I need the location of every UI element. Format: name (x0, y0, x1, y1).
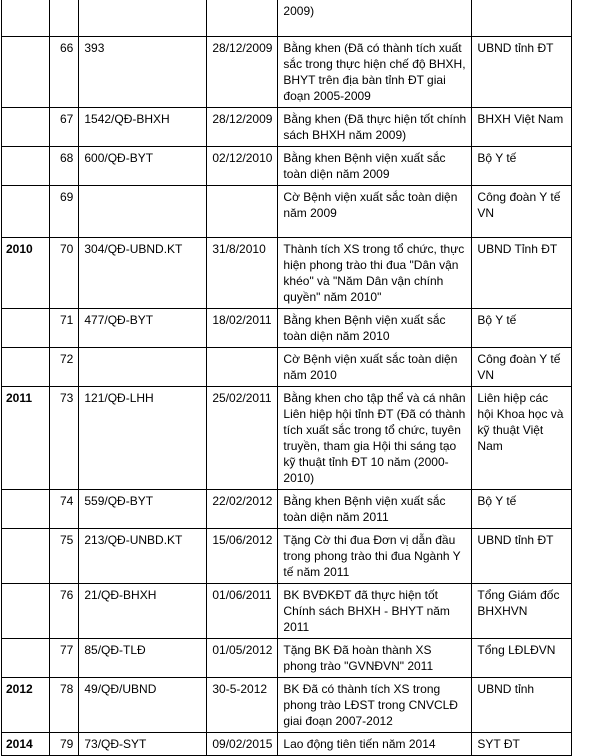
decision-number-cell: 21/QĐ-BHXH (79, 584, 207, 639)
decision-number-cell (79, 186, 207, 238)
number-cell: 73 (50, 387, 79, 490)
number-cell: 78 (50, 678, 79, 733)
table-row (2, 529, 572, 584)
year-cell: 2010 (2, 238, 50, 309)
issuer-cell: Tổng Giám đốc BHXHVN (472, 584, 572, 639)
number-cell (50, 0, 79, 37)
awards-table (1, 0, 572, 756)
year-cell (2, 147, 50, 186)
decision-number-cell: 393 (79, 37, 207, 108)
award-content-cell: Bằng khen (Đã thực hiện tốt chính sách BHXH năm 2009) (278, 108, 472, 147)
award-content-cell: BK BVĐKĐT đã thực hiện tốt Chính sách BHXH - BHYT năm 2011 (278, 584, 472, 639)
issuer-cell: UBND Tỉnh ĐT (472, 238, 572, 309)
year-cell (2, 639, 50, 678)
award-content-cell: Cờ Bệnh viện xuất sắc toàn diện năm 2010 (278, 348, 472, 387)
year-cell (2, 309, 50, 348)
decision-number-cell: 477/QĐ-BYT (79, 309, 207, 348)
table-row (2, 348, 572, 387)
award-content-cell: Tặng Cờ thi đua Đơn vị dẫn đầu trong phong trào thi đua Ngành Y tế năm 2011 (278, 529, 472, 584)
table-row (2, 108, 572, 147)
award-content-cell: Cờ Bệnh viện xuất sắc toàn diện năm 2009 (278, 186, 472, 238)
date-cell: 28/12/2009 (207, 37, 278, 108)
decision-number-cell: 85/QĐ-TLĐ (79, 639, 207, 678)
issuer-cell: UBND tỉnh ĐT (472, 529, 572, 584)
decision-number-cell: 559/QĐ-BYT (79, 490, 207, 529)
date-cell: 01/06/2011 (207, 584, 278, 639)
number-cell: 72 (50, 348, 79, 387)
award-content-cell: Tặng BK Đã hoàn thành XS phong trào "GVNĐVN" 2011 (278, 639, 472, 678)
table-row (2, 584, 572, 639)
number-cell: 75 (50, 529, 79, 584)
table-row (2, 37, 572, 108)
date-cell: 22/02/2012 (207, 490, 278, 529)
table-row (2, 678, 572, 733)
table-row (2, 186, 572, 238)
decision-number-cell: 600/QĐ-BYT (79, 147, 207, 186)
number-cell: 79 (50, 733, 79, 756)
year-cell (2, 0, 50, 37)
awards-table-body (2, 0, 572, 756)
award-content-cell: Bằng khen (Đã có thành tích xuất sắc trong thực hiện chế độ BHXH, BHYT trên địa bàn tỉnh ĐT giai đoạn 2005-2009 (278, 37, 472, 108)
date-cell: 02/12/2010 (207, 147, 278, 186)
year-cell (2, 186, 50, 238)
table-row (2, 490, 572, 529)
issuer-cell: SYT ĐT (472, 733, 572, 756)
year-cell: 2012 (2, 678, 50, 733)
issuer-cell: UBND tỉnh (472, 678, 572, 733)
issuer-cell: Liên hiệp các hội Khoa học và kỹ thuật Việt Nam (472, 387, 572, 490)
award-content-cell: Bằng khen Bệnh viện xuất sắc toàn diện năm 2009 (278, 147, 472, 186)
year-cell (2, 108, 50, 147)
issuer-cell: BHXH Việt Nam (472, 108, 572, 147)
award-content-cell: Lao động tiên tiến năm 2014 (278, 733, 472, 756)
award-content-cell: BK Đã có thành tích XS trong phong trào LĐST trong CNVCLĐ giai đoạn 2007-2012 (278, 678, 472, 733)
number-cell: 68 (50, 147, 79, 186)
number-cell: 66 (50, 37, 79, 108)
year-cell (2, 529, 50, 584)
table-row (2, 147, 572, 186)
table-row (2, 733, 572, 756)
issuer-cell: Công đoàn Y tế VN (472, 348, 572, 387)
decision-number-cell (79, 348, 207, 387)
decision-number-cell: 304/QĐ-UBND.KT (79, 238, 207, 309)
date-cell: 28/12/2009 (207, 108, 278, 147)
award-content-cell: Bằng khen Bệnh viện xuất sắc toàn diện năm 2011 (278, 490, 472, 529)
award-content-cell: Bằng khen cho tập thể và cá nhân Liên hiệp hội tỉnh ĐT (Đã có thành tích xuất sắc trong tổ chức, tuyên truyền, tham gia Hội thi sáng tạo kỹ thuật tỉnh ĐT 10 năm (2000-2010) (278, 387, 472, 490)
date-cell: 01/05/2012 (207, 639, 278, 678)
award-content-cell: Bằng khen Bệnh viện xuất sắc toàn diện năm 2010 (278, 309, 472, 348)
year-cell (2, 37, 50, 108)
issuer-cell: Tổng LĐLĐVN (472, 639, 572, 678)
year-cell (2, 348, 50, 387)
decision-number-cell: 73/QĐ-SYT (79, 733, 207, 756)
number-cell: 74 (50, 490, 79, 529)
table-row (2, 309, 572, 348)
issuer-cell: Bộ Y tế (472, 147, 572, 186)
date-cell: 09/02/2015 (207, 733, 278, 756)
year-cell (2, 584, 50, 639)
table-row (2, 387, 572, 490)
date-cell: 30-5-2012 (207, 678, 278, 733)
number-cell: 67 (50, 108, 79, 147)
decision-number-cell (79, 0, 207, 37)
table-row (2, 0, 572, 37)
date-cell: 15/06/2012 (207, 529, 278, 584)
issuer-cell (472, 0, 572, 37)
issuer-cell: UBND tỉnh ĐT (472, 37, 572, 108)
table-row (2, 238, 572, 309)
date-cell: 31/8/2010 (207, 238, 278, 309)
date-cell (207, 348, 278, 387)
decision-number-cell: 213/QĐ-UNBD.KT (79, 529, 207, 584)
issuer-cell: Bộ Y tế (472, 309, 572, 348)
number-cell: 69 (50, 186, 79, 238)
year-cell: 2014 (2, 733, 50, 756)
date-cell (207, 186, 278, 238)
date-cell: 18/02/2011 (207, 309, 278, 348)
decision-number-cell: 49/QĐ/UBND (79, 678, 207, 733)
award-content-cell: 2009) (278, 0, 472, 37)
year-cell (2, 490, 50, 529)
number-cell: 77 (50, 639, 79, 678)
table-row (2, 639, 572, 678)
issuer-cell: Bộ Y tế (472, 490, 572, 529)
award-content-cell: Thành tích XS trong tổ chức, thực hiện phong trào thi đua "Dân vận khéo" và "Năm Dân vận chính quyền" năm 2010" (278, 238, 472, 309)
number-cell: 70 (50, 238, 79, 309)
decision-number-cell: 1542/QĐ-BHXH (79, 108, 207, 147)
number-cell: 71 (50, 309, 79, 348)
decision-number-cell: 121/QĐ-LHH (79, 387, 207, 490)
date-cell (207, 0, 278, 37)
date-cell: 25/02/2011 (207, 387, 278, 490)
year-cell: 2011 (2, 387, 50, 490)
issuer-cell: Công đoàn Y tế VN (472, 186, 572, 238)
number-cell: 76 (50, 584, 79, 639)
